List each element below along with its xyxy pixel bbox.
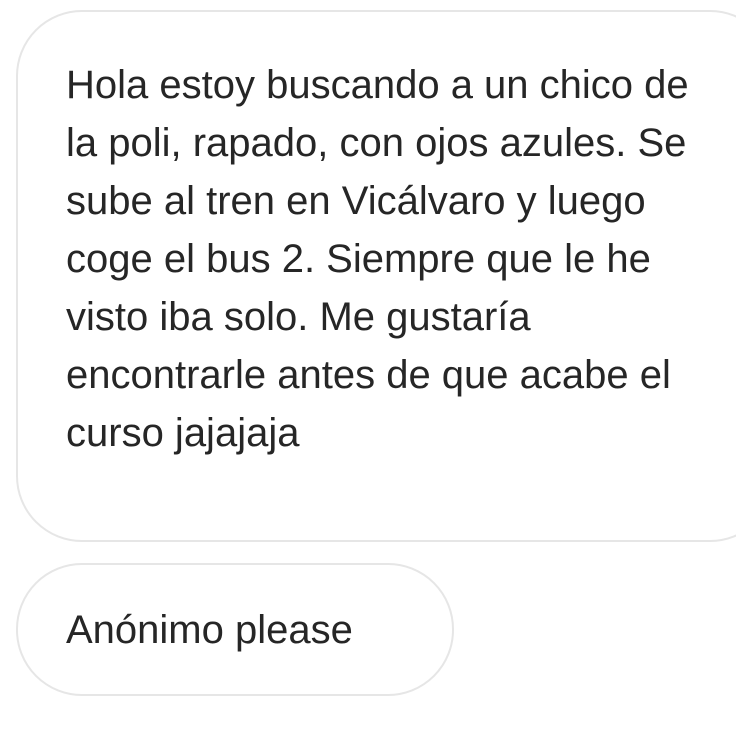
message-text: Anónimo please (66, 608, 353, 652)
message-bubble[interactable] (16, 563, 454, 696)
message-text: Hola estoy buscando a un chico de la poli, rapado, con ojos azules. Se sube al tren en Vicálvaro y luego coge el bus 2. Siempre que le he visto iba solo. Me gustaría encontrarle antes de que acabe el curso jajajaja (66, 63, 689, 455)
message-bubble[interactable] (16, 10, 736, 542)
